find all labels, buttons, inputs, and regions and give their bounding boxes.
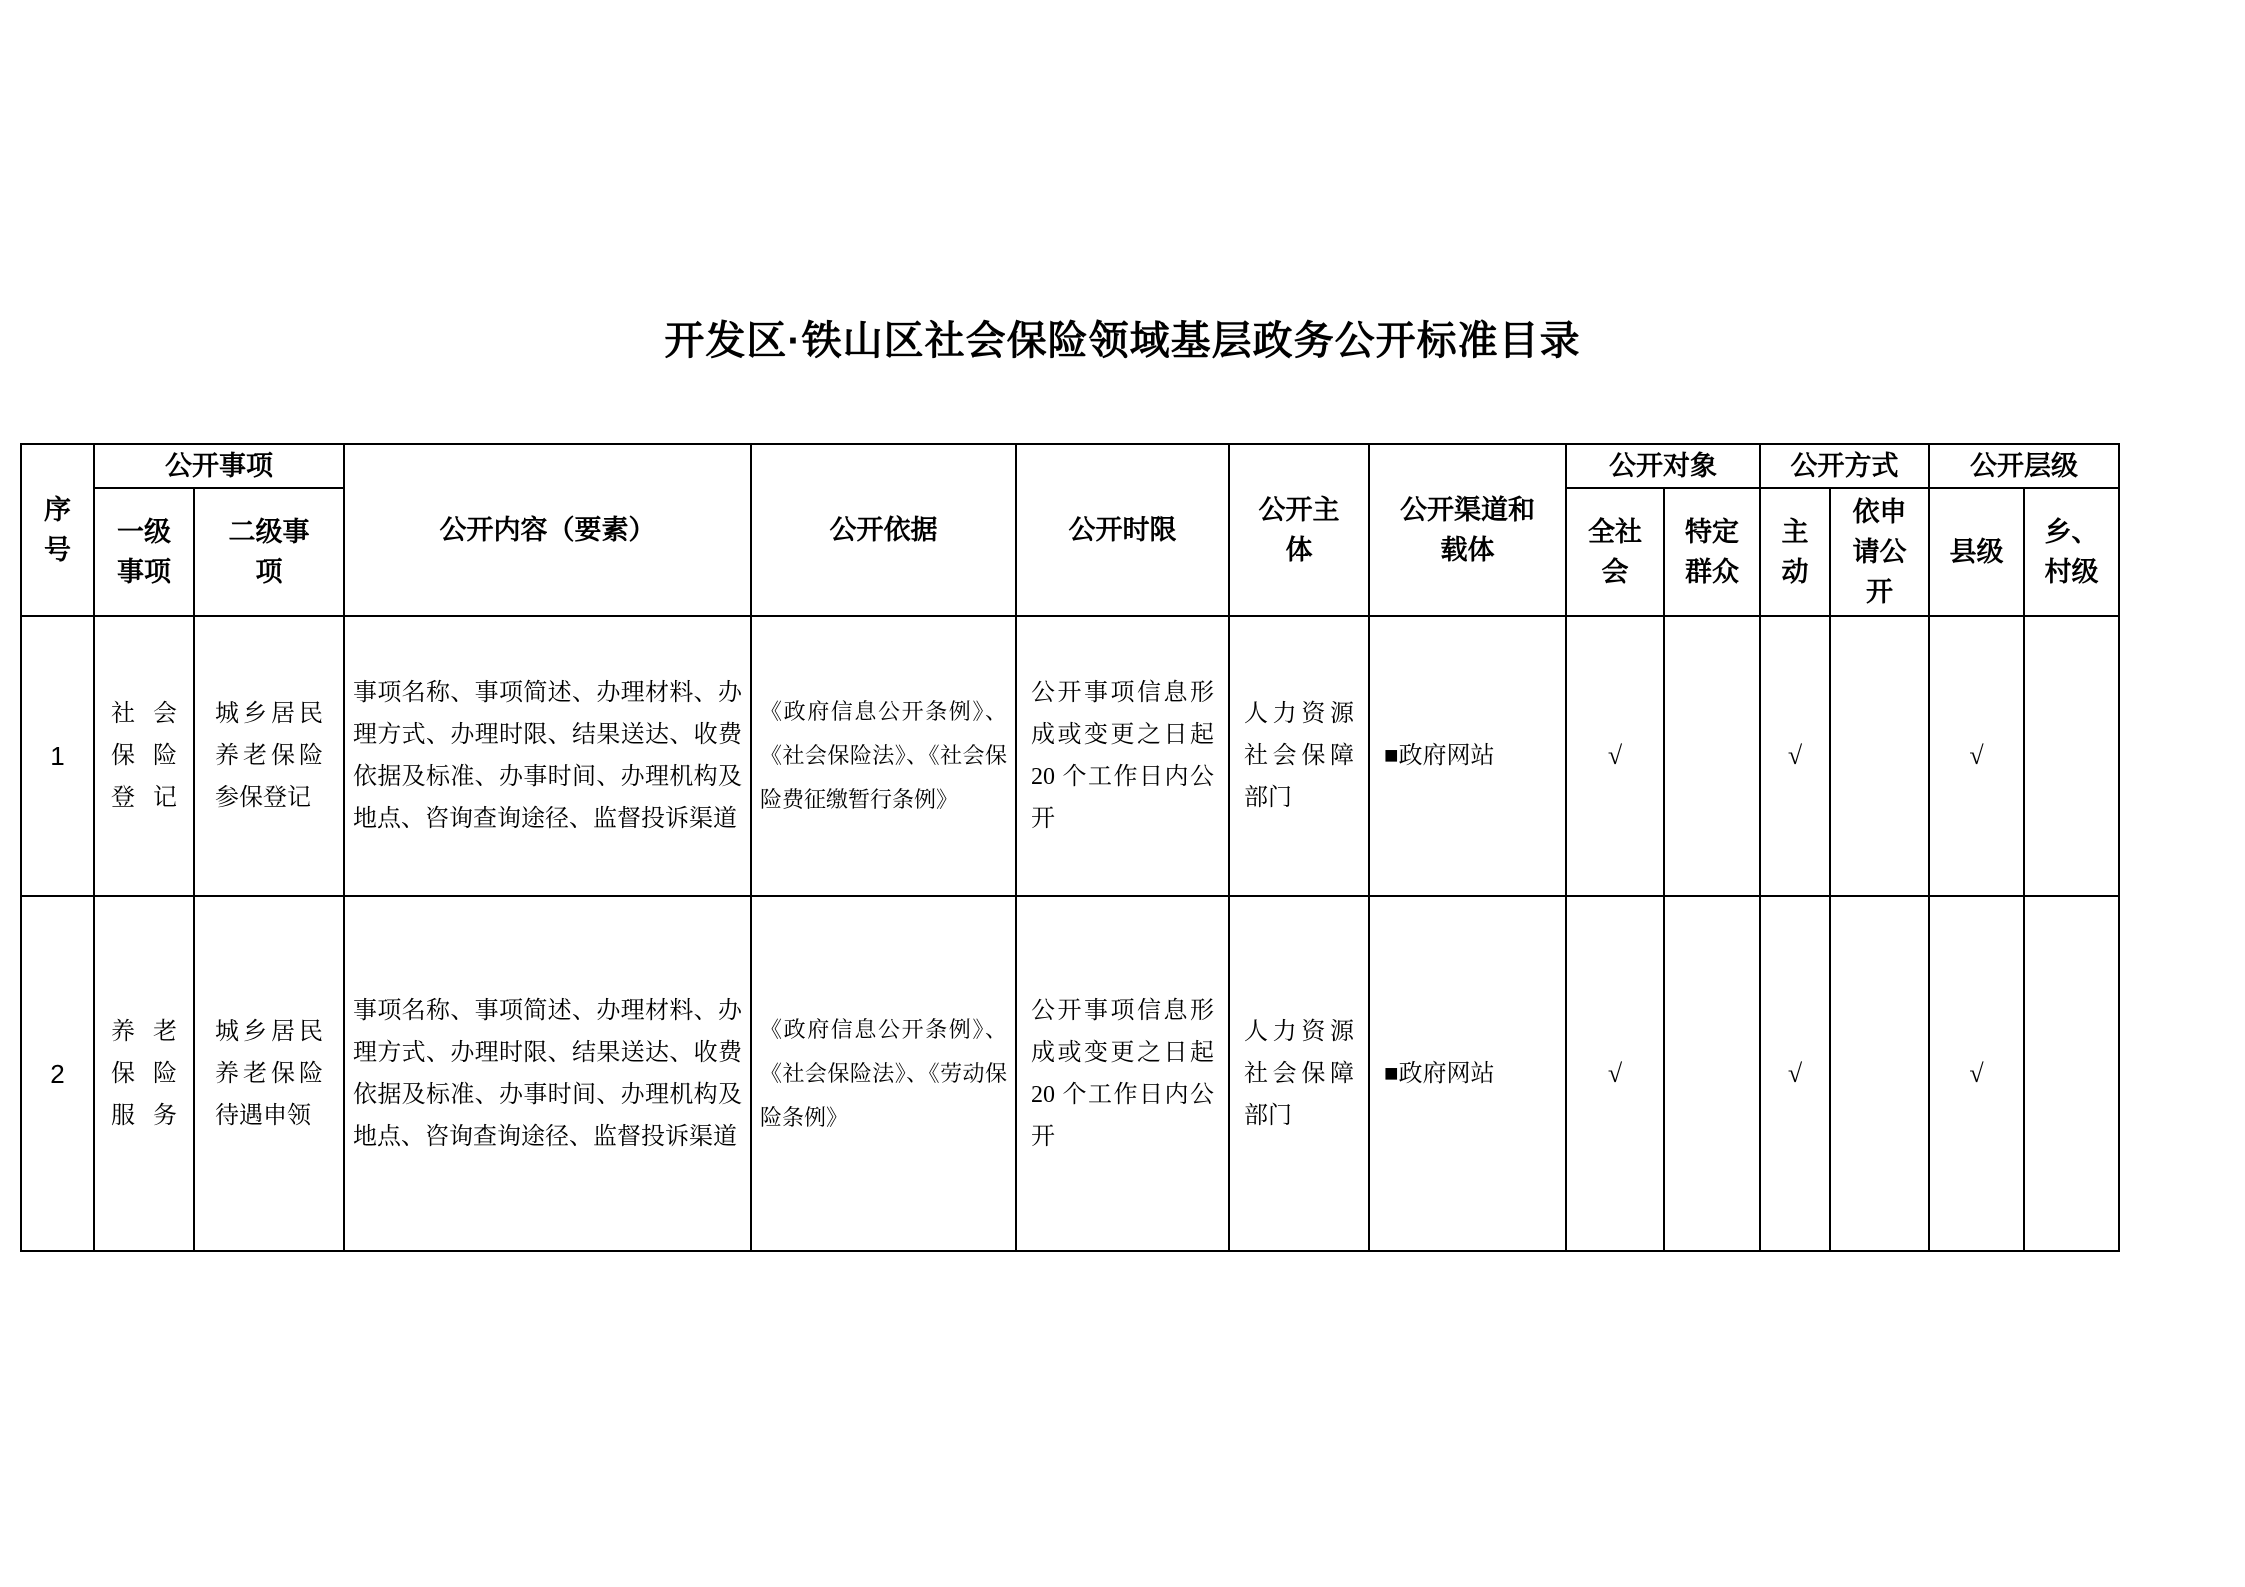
table-body: [21, 616, 2119, 1251]
header-level-county: 县级: [1929, 488, 2024, 616]
cell-target-all-check: √: [1566, 616, 1664, 896]
cell-level2-item: 城乡居民养老保险待遇申领: [194, 896, 344, 1251]
header-mode-group: 公开方式: [1760, 444, 1929, 488]
cell-subject: 人力资源社会保障部门: [1229, 896, 1369, 1251]
disclosure-standards-table: [20, 443, 2120, 1252]
header-channel: 公开渠道和载体: [1369, 444, 1566, 616]
header-target-group: 公开对象: [1566, 444, 1760, 488]
table-header: [21, 444, 2119, 616]
header-target-all: 全社会: [1566, 488, 1664, 616]
cell-mode-request-check: [1830, 896, 1929, 1251]
header-content: 公开内容（要素）: [344, 444, 751, 616]
cell-subject: 人力资源社会保障部门: [1229, 616, 1369, 896]
header-subject: 公开主体: [1229, 444, 1369, 616]
cell-mode-active-check: √: [1760, 616, 1830, 896]
header-level-group: 公开层级: [1929, 444, 2119, 488]
header-row-groups: [21, 444, 2119, 488]
cell-level-village-check: [2024, 616, 2119, 896]
header-target-specific: 特定群众: [1664, 488, 1760, 616]
page-title: 开发区·铁山区社会保险领域基层政务公开标准目录: [664, 319, 1581, 363]
cell-level-village-check: [2024, 896, 2119, 1251]
cell-content: 事项名称、事项简述、办理材料、办理方式、办理时限、结果送达、收费依据及标准、办事时间、办理机构及地点、咨询查询途径、监督投诉渠道: [344, 616, 751, 896]
cell-channel: ■政府网站: [1369, 896, 1566, 1251]
header-level2-item: 二级事项: [194, 488, 344, 616]
cell-mode-request-check: [1830, 616, 1929, 896]
cell-target-specific-check: [1664, 896, 1760, 1251]
cell-mode-active-check: √: [1760, 896, 1830, 1251]
table-row: [21, 896, 2119, 1251]
cell-time-limit: 公开事项信息形成或变更之日起20 个工作日内公开: [1016, 616, 1229, 896]
cell-basis: 《政府信息公开条例》、《社会保险法》、《社会保险费征缴暂行条例》: [751, 616, 1016, 896]
header-item-group: 公开事项: [94, 444, 344, 488]
cell-level-county-check: √: [1929, 896, 2024, 1251]
cell-content: 事项名称、事项简述、办理材料、办理方式、办理时限、结果送达、收费依据及标准、办事时间、办理机构及地点、咨询查询途径、监督投诉渠道: [344, 896, 751, 1251]
header-mode-request: 依申请公开: [1830, 488, 1929, 616]
table-row: [21, 616, 2119, 896]
cell-level1-item: 养老保险服务: [94, 896, 194, 1251]
cell-target-all-check: √: [1566, 896, 1664, 1251]
cell-target-specific-check: [1664, 616, 1760, 896]
header-level1-item: 一级事项: [94, 488, 194, 616]
cell-level2-item: 城乡居民养老保险参保登记: [194, 616, 344, 896]
cell-level1-item: 社会保险登记: [94, 616, 194, 896]
header-level-village: 乡、村级: [2024, 488, 2119, 616]
header-basis: 公开依据: [751, 444, 1016, 616]
cell-channel: ■政府网站: [1369, 616, 1566, 896]
header-index: 序号: [21, 444, 94, 616]
cell-index: 2: [21, 896, 94, 1251]
cell-time-limit: 公开事项信息形成或变更之日起20 个工作日内公开: [1016, 896, 1229, 1251]
cell-basis: 《政府信息公开条例》、《社会保险法》、《劳动保险条例》: [751, 896, 1016, 1251]
cell-index: 1: [21, 616, 94, 896]
cell-level-county-check: √: [1929, 616, 2024, 896]
header-time-limit: 公开时限: [1016, 444, 1229, 616]
header-mode-active: 主动: [1760, 488, 1830, 616]
